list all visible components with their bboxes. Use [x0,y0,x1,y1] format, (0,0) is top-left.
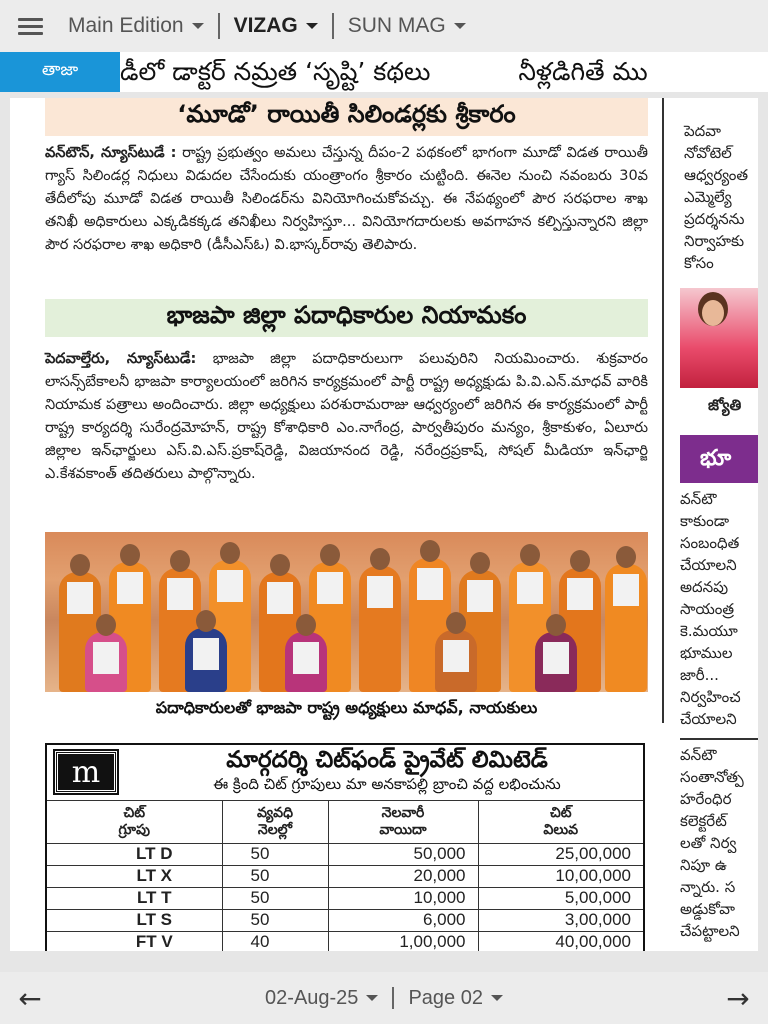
table-cell: 3,00,000 [478,909,643,931]
table-body [47,843,643,951]
chitfund-advertisement[interactable] [45,743,645,951]
page-label: Page 02 [408,986,483,1009]
table-row [47,931,643,951]
table-cell: 5,00,000 [478,887,643,909]
side-text-line: ఎమ్మెల్యే [684,188,732,206]
chevron-down-icon [306,23,318,29]
side-column[interactable] [678,98,758,951]
side-text-mid [680,488,741,730]
chevron-down-icon [366,995,378,1001]
table-cell: 1,00,000 [328,931,478,951]
article-dateline: పెదవాల్తేరు, న్యూస్‌టుడే: [45,351,197,367]
photo-figure [285,632,327,692]
divider [392,987,394,1009]
side-text-line: సంతానోత్ప [680,768,744,786]
article-text: భాజపా జిల్లా పదాధికారులుగా పలువురిని నియమించారు. శుక్రవారం లాసన్స్‌బేకాలనీ భాజపా కార్యాలయంలో జరిగిన కార్యక్రమంలో పార్టీ రాష్ట్ర అధ్యక్షుడు పి.వి.ఎన్.మాధవ్ వారికి నియామక పత్రాలు అందించారు. జిల్లా అధ్యక్షులు పరశురామరాజు ఆధ్వర్యంలో జరిగిన ఈ కార్యక్రమంలో పార్టీ రాష్ట్ర కార్యదర్శి సురేంద్రమోహన్, రాష్ట్ర కోశాధికారి ఎం.నాగేంద్ర, పార్వతీపురం మన్యం, శ్రీకాకుళం, ఏలూరు జిల్లాల ఇన్‌ఛార్జులు ఎస్.వి.ఎస్.ప్రకాష్‌రెడ్డి, విజయానంద రెడ్డి, నరేంద్రప్రకాష్, సోషల్ మీడియా ఇన్‌ఛార్జి ఎ.కేశవకాంత్ తదితరులు పాల్గొన్నారు. [45,351,649,482]
previous-page-arrow-icon[interactable]: ← [18,981,42,1015]
article-headline[interactable]: భాజపా జిల్లా పదాధికారుల నియామకం [45,299,648,337]
magazine-label: SUN MAG [347,14,446,37]
side-photo[interactable] [680,288,758,388]
divider [332,13,334,39]
table-header-cell: చిట్ గ్రూపు [47,801,222,843]
next-page-arrow-icon[interactable]: → [726,981,750,1015]
table-cell: 50,000 [328,843,478,865]
side-text-line: కోసం [684,254,714,272]
table-header-cell: నెలవారీ వాయిదా [328,801,478,843]
column-divider [662,98,664,723]
edition-dropdown[interactable] [60,14,212,38]
date-dropdown[interactable] [257,987,386,1010]
photo-figure [435,630,477,692]
company-logo: m [55,751,117,793]
article-headline[interactable]: ‘మూడో’ రాయితీ సిలిండర్లకు శ్రీకారం [45,98,648,136]
photo-figure [359,566,401,692]
side-text-line: హరేంధిర [680,790,732,808]
chevron-down-icon [491,995,503,1001]
side-text-line: పెదవా [684,122,721,140]
city-label: VIZAG [233,14,298,37]
ad-header [47,745,643,801]
table-cell: LT T [47,887,222,909]
table-cell: 20,000 [328,865,478,887]
ticker-label[interactable]: తాజా [0,52,120,92]
ticker-item[interactable]: నీళ్లడిగితే ము [518,57,648,86]
magazine-dropdown[interactable] [340,14,474,38]
table-cell: 10,000 [328,887,478,909]
edition-label: Main Edition [68,14,184,37]
chit-groups-table [47,801,643,951]
divider [218,13,220,39]
epaper-page [10,98,758,951]
side-text-line: న్నారు. స [680,878,736,896]
bottom-navigation-bar [0,972,768,1024]
hamburger-menu-icon[interactable] [0,0,60,52]
table-cell: 40 [222,931,328,951]
side-text-line: సాయంత్ర [680,600,735,618]
table-cell: 50 [222,843,328,865]
table-row [47,887,643,909]
photo-figure [85,632,127,692]
article-text: రాష్ట్ర ప్రభుత్వం అమలు చేస్తున్న దీపం-2 పథకంలో భాగంగా మూడో విడత రాయితీ గ్యాస్ సిలిండర్ల నిధులు విడుదల చేసేందుకు యంత్రాంగం శ్రీకారం చుట్టింది. ఈనెల నుంచి నవంబరు 30వ తేదీలోపు మూడో విడత రాయితీ సిలిండర్‌ను వినియోగించుకోవచ్చు. ఈ నేపథ్యంలో పౌర సరఫరాల శాఖ తనిఖీ అధికారులు ఎక్కడికక్కడ తనిఖీలు నిర్వహిస్తూ... వినియోగదారులకు అవగాహన కల్పిస్తున్నారని జిల్లా పౌర సరఫరాల శాఖ అధికారి (డీసీఎస్‌ఓ) వి.భాస్కర్‌రావు తెలిపారు. [45,145,649,253]
side-text-line: నిపూ ఉ [680,856,727,874]
side-text-line: ప్రదర్శనను [684,210,745,228]
chevron-down-icon [454,23,466,29]
side-text-line: చేపట్టాలని [680,922,740,940]
table-cell: LT S [47,909,222,931]
table-cell: 6,000 [328,909,478,931]
table-row [47,909,643,931]
table-cell: FT V [47,931,222,951]
page-controls [257,987,511,1010]
side-text-line: వన్‌టౌ [680,490,717,508]
chevron-down-icon [192,23,204,29]
table-header-row [47,801,643,843]
side-text-line: నిర్వహించ [680,688,741,706]
side-text-line: అదనపు [680,578,729,596]
ticker-text[interactable] [120,52,728,92]
side-text-line: లతో నిర్వ [680,834,737,852]
ad-title: మార్గదర్శి చిట్‌ఫండ్ ప్రైవేట్ లిమిటెడ్ [226,747,548,773]
side-text-line: అడ్డుకోవా [680,900,736,918]
news-ticker [0,52,768,92]
table-cell: 50 [222,909,328,931]
side-section-banner[interactable]: భూ [680,435,758,483]
side-photo-caption: జ్యోతి [708,396,742,414]
side-text-line: చేయాలని [680,556,737,574]
side-text-line: జారీ... [680,666,719,684]
ticker-item[interactable]: డీలో డాక్టర్ నమ్రత ‘సృష్టి’ కథలు [120,57,431,86]
table-header-cell: చిట్ విలువ [478,801,643,843]
table-row [47,865,643,887]
table-cell: 25,00,000 [478,843,643,865]
photo-figure [185,628,227,692]
table-cell: LT X [47,865,222,887]
article-dateline: వన్‌టౌన్, న్యూస్‌టుడే : [45,145,177,161]
side-text-line: ఆధ్వర్యంత [684,166,749,184]
ad-subtitle: ఈ క్రింది చిట్ గ్రూపులు మా అనకాపల్లి బ్రాంచి వద్ద లభించును [213,775,561,793]
date-label: 02-Aug-25 [265,986,359,1009]
divider [680,738,758,740]
table-row [47,843,643,865]
side-text-line: నోవోటెల్ [684,144,732,162]
side-text-bottom [680,744,744,942]
table-cell: 10,00,000 [478,865,643,887]
table-cell: LT D [47,843,222,865]
side-text-line: వన్‌టౌ [680,746,717,764]
table-cell: 50 [222,887,328,909]
news-photo[interactable] [45,532,648,692]
page-dropdown[interactable] [400,987,511,1010]
article-body[interactable] [45,142,648,257]
side-text-line: సంబంధిత [680,534,740,552]
photo-figure [535,632,577,692]
side-text-line: కాకుండా [680,512,730,530]
side-text-line: భూముల [680,644,733,662]
side-text-line: కలెక్టరేట్ [680,812,727,830]
main-column [10,98,662,951]
top-navigation-bar [0,0,768,52]
article-body[interactable] [45,348,648,486]
side-text-line: నిర్వాహకు [684,232,745,250]
city-dropdown[interactable] [226,14,326,38]
table-cell: 40,00,000 [478,931,643,951]
table-cell: 50 [222,865,328,887]
table-header-cell: వ్యవధి నెలల్లో [222,801,328,843]
photo-figure [605,564,647,692]
photo-caption: పదాధికారులతో భాజపా రాష్ట్ర అధ్యక్షులు మాధవ్, నాయకులు [155,698,538,717]
side-text-top [684,120,748,274]
side-text-line: చేయాలని [680,710,737,728]
side-text-line: కె.మయూ [680,622,738,640]
